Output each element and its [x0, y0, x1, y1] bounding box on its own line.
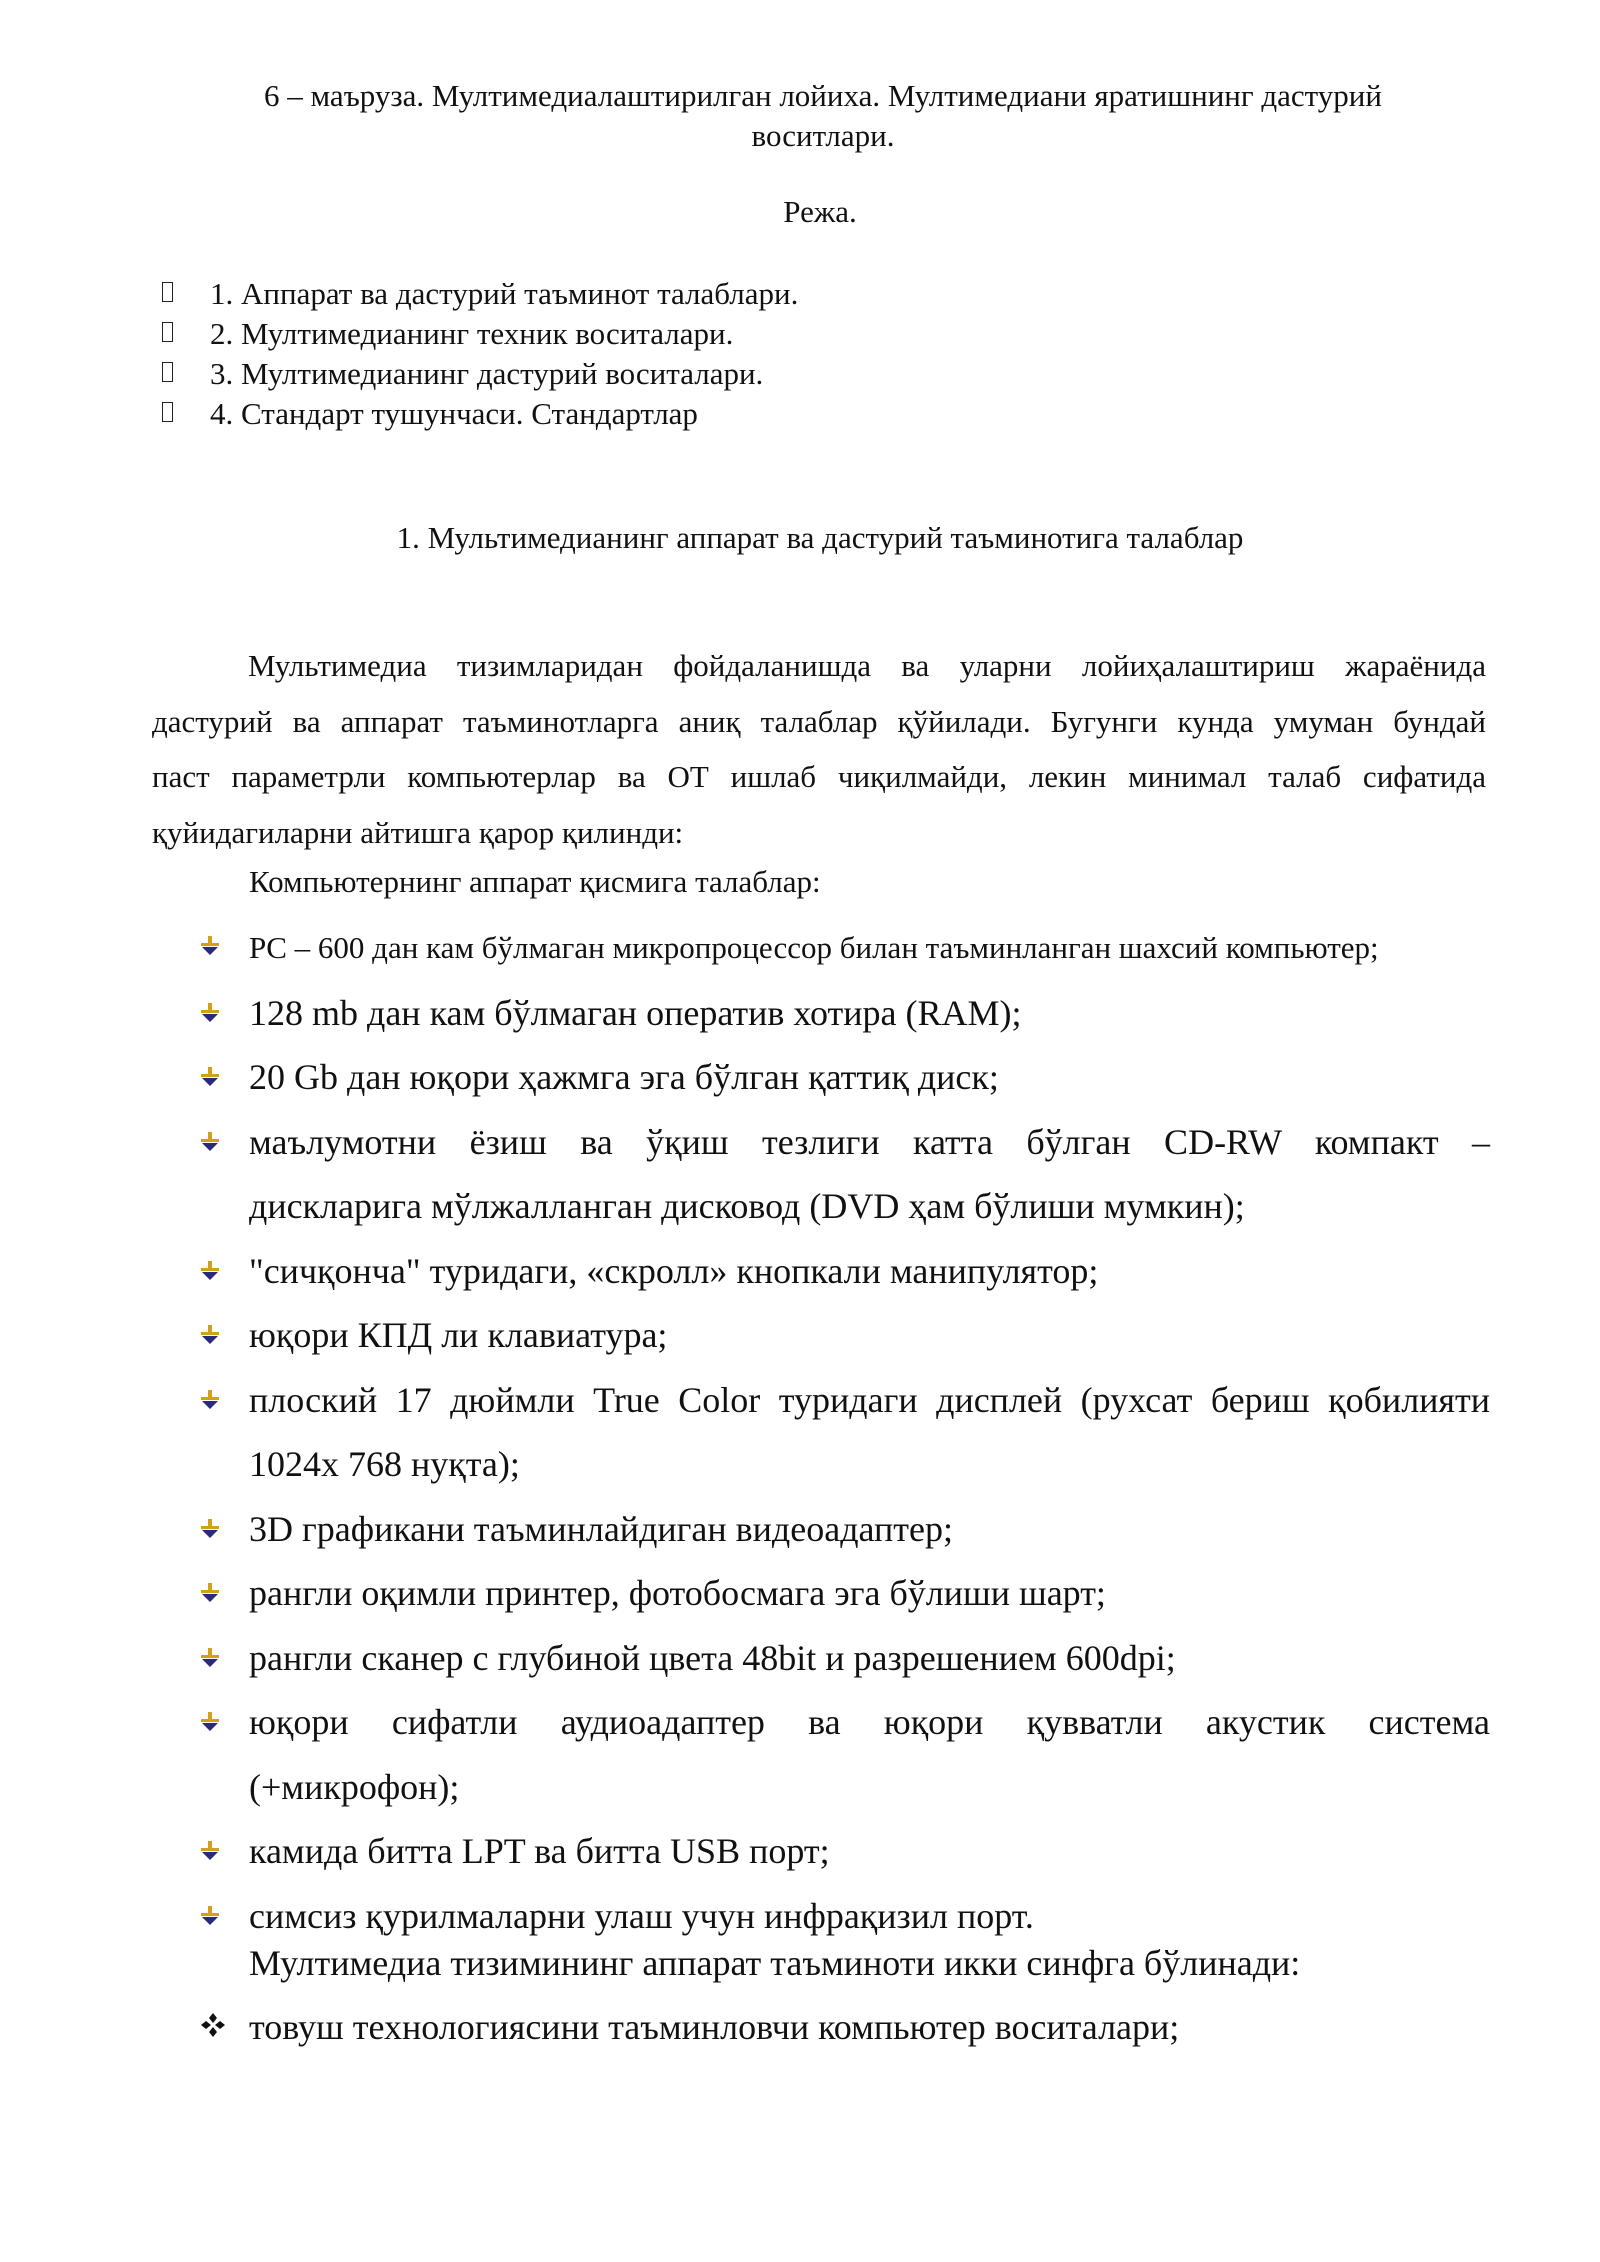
missing-glyph-icon [162, 402, 173, 422]
plan-heading: Режа. [783, 194, 857, 229]
arrow-down-bullet-icon [200, 1648, 220, 1668]
hardware-requirements-heading: Компьютернинг аппарат қисмига талаблар: [249, 864, 821, 899]
intro-line: дастурий ва аппарат таъминотларга аниқ талаблар қўйилади. Бугунги кунда умуман бундай [152, 703, 1486, 739]
plan-item-text: 3. Мултимедианинг дастурий воситалари. [210, 356, 764, 391]
arrow-down-bullet-icon [200, 1067, 220, 1087]
hardware-requirement-item [200, 1819, 1490, 1884]
hardware-requirement-text: PC – 600 дан кам бўлмаган микропроцессор билан таъминланган шахсий компьютер; [249, 930, 1379, 965]
hardware-requirement-item [200, 1626, 1490, 1691]
hardware-requirement-text: 1024x 768 нуқта); [249, 1444, 520, 1484]
hardware-requirement-text: 3D графикани таъминлайдиган видеоадаптер; [249, 1508, 954, 1549]
hardware-requirement-item [200, 1110, 1490, 1239]
hardware-requirements-list [200, 916, 1490, 1948]
plan-item-text: 2. Мултимедианинг техник воситалари. [210, 316, 734, 351]
arrow-down-bullet-icon [200, 1132, 220, 1152]
missing-glyph-icon [162, 322, 173, 342]
intro-line: паст параметрли компьютерлар ва ОТ ишлаб чиқилмайди, лекин минимал талаб сифатида [152, 759, 1486, 794]
hardware-requirement-text: 20 Gb дан юқори ҳажмга эга бўлган қаттиқ диск; [249, 1057, 999, 1097]
plan-item-text: 1. Аппарат ва дастурий таъминот талаблари. [210, 276, 799, 311]
hardware-requirement-text: симсиз қурилмаларни улаш учун инфрақизил порт. [249, 1895, 1034, 1936]
hardware-requirement-text: 128 mb дан кам бўлмаган оператив хотира (RAM); [249, 992, 1022, 1033]
hardware-requirement-text: дискларига мўлжалланган дисковод (DVD ҳам бўлиши мумкин); [249, 1186, 1245, 1226]
lecture-title [160, 76, 1486, 156]
hardware-requirement-item [200, 1239, 1490, 1304]
hardware-requirement-item [200, 1303, 1490, 1368]
intro-line: қуйидагиларни айтишга қарор қилинди: [152, 814, 684, 850]
hardware-requirement-text: рангли сканер с глубиной цвета 48bit и разрешением 600dpi; [249, 1637, 1176, 1678]
missing-glyph-icon [162, 362, 173, 382]
hardware-requirement-text: "сичқонча" туридаги, «скролл» кнопкали манипулятор; [249, 1250, 1099, 1291]
plan-item-text: 4. Стандарт тушунчаси. Стандартлар [210, 396, 698, 431]
hardware-requirement-text: плоский 17 дюймли True Color туридаги дисплей (рухсат бериш қобилияти [249, 1379, 1490, 1420]
hardware-requirement-item [200, 981, 1490, 1046]
hardware-requirement-item [200, 916, 1490, 981]
four-diamond-bullet-icon [200, 2012, 226, 2038]
arrow-down-bullet-icon [200, 1261, 220, 1281]
intro-line: Мультимедиа тизимларидан фойдаланишда ва уларни лойиҳалаштириш жараёнида [248, 648, 1486, 683]
hardware-classes-summary: Мултимедиа тизимининг аппарат таъминоти икки синфга бўлинади: [249, 1943, 1301, 1983]
hardware-requirement-item [200, 1497, 1490, 1562]
hardware-requirement-item [200, 1045, 1490, 1110]
hardware-requirement-text: юқори КПД ли клавиатура; [249, 1315, 668, 1355]
arrow-down-bullet-icon [200, 1841, 220, 1861]
hardware-requirement-item [200, 1884, 1490, 1949]
arrow-down-bullet-icon [200, 1519, 220, 1539]
lecture-title-line-1: 6 – маъруза. Мултимедиалаштирилган лойиха. Мултимедиани яратишнинг дастурий [264, 78, 1382, 113]
hardware-requirement-text: (+микрофон); [249, 1766, 460, 1807]
intro-paragraph [152, 638, 1486, 860]
arrow-down-bullet-icon [200, 936, 220, 956]
hardware-requirement-text: рангли оқимли принтер, фотобосмага эга бўлиши шарт; [249, 1573, 1106, 1613]
arrow-down-bullet-icon [200, 1003, 220, 1023]
hardware-class-item-text: товуш технологиясини таъминловчи компьютер воситалари; [249, 2007, 1180, 2047]
hardware-requirement-item [200, 1561, 1490, 1626]
hardware-requirement-text: маълумотни ёзиш ва ўқиш тезлиги катта бўлган CD-RW компакт – [249, 1121, 1490, 1162]
arrow-down-bullet-icon [200, 1583, 220, 1603]
arrow-down-bullet-icon [200, 1906, 220, 1926]
hardware-requirement-item [200, 1368, 1490, 1497]
arrow-down-bullet-icon [200, 1390, 220, 1410]
section-heading: 1. Мультимедианинг аппарат ва дастурий таъминотига талаблар [396, 520, 1244, 555]
lecture-title-line-2: воситлари. [751, 118, 895, 153]
hardware-requirement-text: юқори сифатли аудиоадаптер ва юқори қувватли акустик система [249, 1702, 1490, 1742]
arrow-down-bullet-icon [200, 1712, 220, 1732]
hardware-requirement-item [200, 1690, 1490, 1819]
arrow-down-bullet-icon [200, 1325, 220, 1345]
hardware-requirement-text: камида битта LPT ва битта USB порт; [249, 1831, 830, 1871]
missing-glyph-icon [162, 282, 173, 302]
